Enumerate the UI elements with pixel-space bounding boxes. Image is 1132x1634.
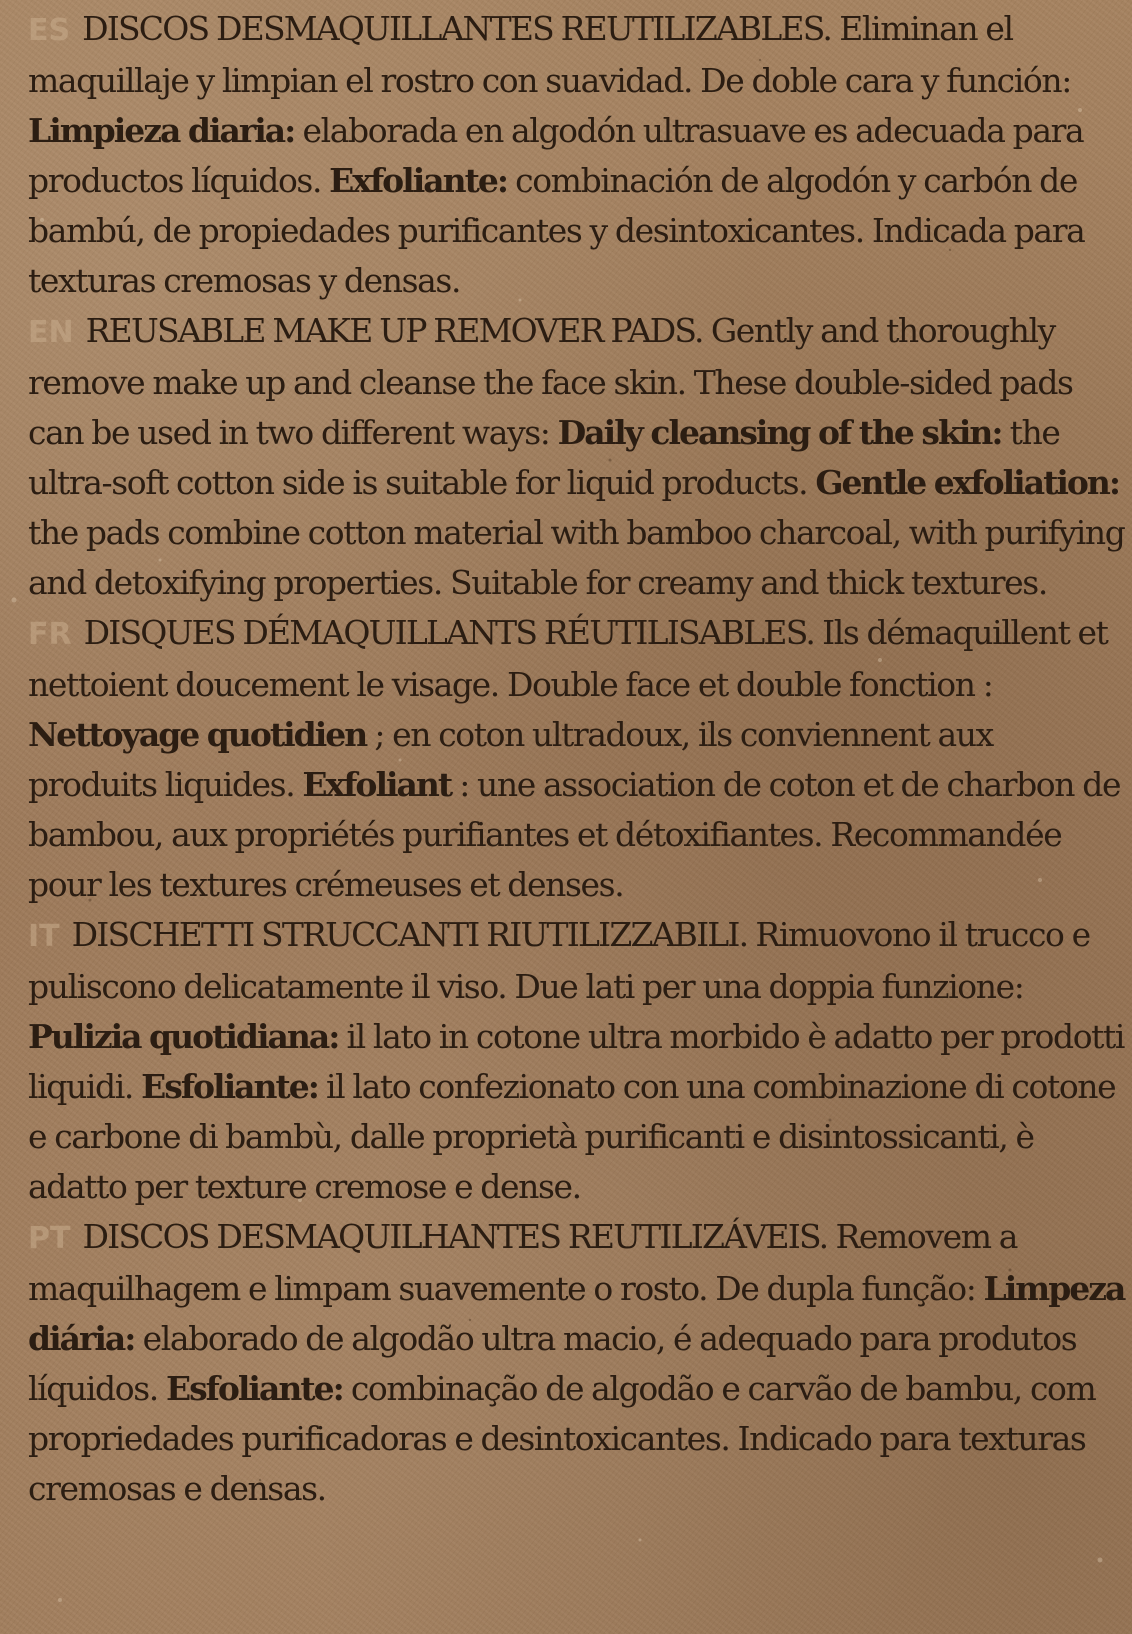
language-code: FR	[28, 617, 72, 652]
description-text: il lato confezionato con una combinazione di cotone e carbone di bambù, dalle proprietà purificanti e disintossicanti, è adatto per texture cremose e dense.	[28, 1067, 1116, 1206]
description-text: Rimuovono il trucco e puliscono delicatamente il viso. Due lati per una doppia funzione:	[28, 915, 1090, 1006]
description-text: il lato in cotone ultra morbido è adatto per prodotti liquidi.	[28, 1017, 1125, 1106]
description-block-en	[28, 306, 1128, 608]
description-text: Gently and thoroughly remove make up and cleanse the face skin. These double-sided pads can be used in two different ways:	[28, 311, 1073, 452]
product-name: DISQUES DÉMAQUILLANTS RÉUTILISABLES.	[83, 613, 815, 652]
description-text: the pads combine cotton material with bamboo charcoal, with purifying and detoxifying properties. Suitable for creamy and thick textures.	[28, 513, 1125, 602]
feature-label: Pulizia quotidiana:	[28, 1017, 339, 1056]
product-name: DISCOS DESMAQUILHANTES REUTILIZÁVEIS.	[82, 1217, 828, 1256]
feature-label: Nettoyage quotidien	[28, 715, 367, 754]
description-text: elaborada en algodón ultrasuave es adecuada para productos líquidos.	[28, 111, 1084, 200]
feature-label: Esfoliante:	[165, 1369, 343, 1408]
description-block-fr	[28, 608, 1128, 910]
product-name: DISCOS DESMAQUILLANTES REUTILIZABLES.	[82, 9, 832, 48]
language-code: PT	[28, 1221, 71, 1256]
description-text: the ultra-soft cotton side is suitable for liquid products.	[28, 413, 1060, 502]
description-block-it	[28, 910, 1128, 1212]
feature-label: Exfoliante:	[329, 161, 508, 200]
language-code: ES	[28, 13, 71, 48]
description-text: combinación de algodón y carbón de bambú, de propiedades purificantes y desintoxicantes. Indicada para texturas cremosas y densas.	[28, 161, 1085, 300]
description-block-es	[28, 4, 1128, 306]
description-text: Ils démaquillent et nettoient doucement le visage. Double face et double fonction :	[28, 613, 1108, 704]
product-name: DISCHETTI STRUCCANTI RIUTILIZZABILI.	[71, 915, 748, 954]
product-name: REUSABLE MAKE UP REMOVER PADS.	[85, 311, 703, 350]
description-text: combinação de algodão e carvão de bambu, com propriedades purificadoras e desintoxicantes. Indicado para texturas cremosas e densas.	[28, 1369, 1096, 1508]
feature-label: Limpieza diaria:	[28, 111, 295, 150]
description-text: : une association de coton et de charbon de bambou, aux propriétés purifiantes et détoxifiantes. Recommandée pour les textures crémeuses et denses.	[28, 765, 1121, 904]
description-text: Eliminan el maquillaje y limpian el rostro con suavidad. De doble cara y función:	[28, 9, 1071, 100]
description-block-pt	[28, 1212, 1128, 1514]
description-text: ; en coton ultradoux, ils conviennent aux produits liquides.	[28, 715, 993, 804]
feature-label: Gentle exfoliation:	[815, 463, 1120, 502]
feature-label: Exfoliant	[302, 765, 452, 804]
feature-label: Esfoliante:	[141, 1067, 318, 1106]
feature-label: Limpeza diária:	[28, 1269, 1125, 1358]
multilingual-product-description	[28, 4, 1128, 1514]
description-text: elaborado de algodão ultra macio, é adequado para produtos líquidos.	[28, 1319, 1077, 1408]
feature-label: Daily cleansing of the skin:	[557, 413, 1002, 452]
language-code: EN	[28, 315, 74, 350]
language-code: IT	[28, 919, 60, 954]
description-text: Removem a maquilhagem e limpam suavemente o rosto. De dupla função:	[28, 1217, 1018, 1308]
